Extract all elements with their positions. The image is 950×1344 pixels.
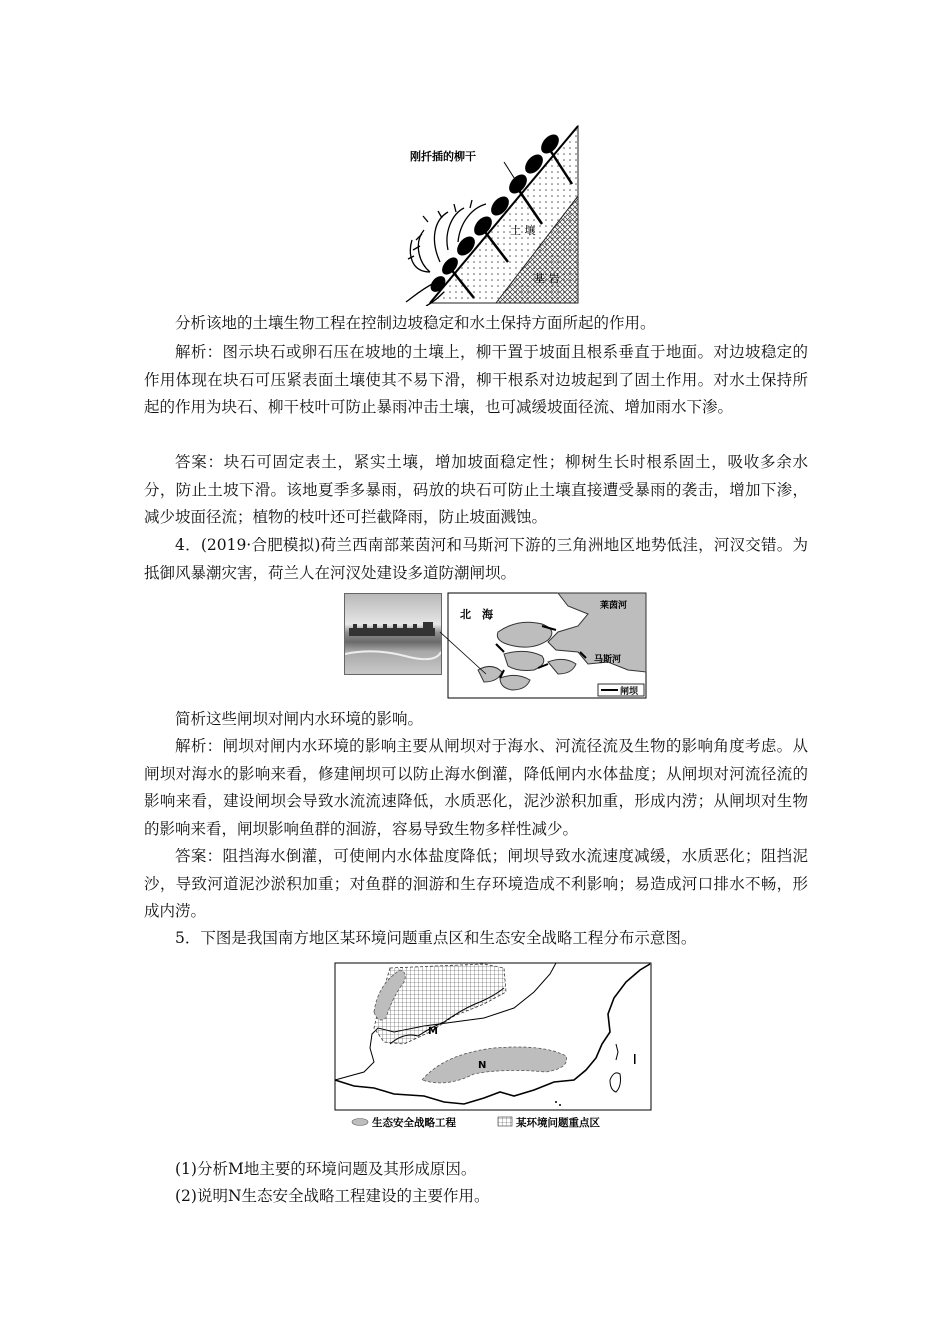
delta-map (438, 592, 648, 700)
legend-eco: 生态安全战略工程 (372, 1117, 456, 1129)
q5-stem: 5．下图是我国南方地区某环境问题重点区和生态安全战略工程分布示意图。 (175, 929, 697, 947)
label-north-sea: 北 海 (460, 608, 493, 621)
q3-prompt: 分析该地的土壤生物工程在控制边坡稳定和水土保持方面所起的作用。 (175, 314, 656, 332)
label-willow: 刚扦插的柳干 (410, 150, 476, 163)
legend-problem: 某环境问题重点区 (516, 1117, 600, 1129)
q5-sub1: (1)分析M地主要的环境问题及其形成原因。 (175, 1160, 477, 1178)
south-china-map (334, 962, 652, 1130)
eco-legend-icon (352, 1119, 368, 1126)
q4-stem: 4．(2019·合肥模拟)荷兰西南部莱茵河和马斯河下游的三角洲地区地势低洼，河汊交错。为抵御风暴潮灾害，荷兰人在河汊处建设多道防潮闸坝。 (144, 536, 808, 582)
q3-answer: 答案：块石可固定表土，紧实土壤，增加坡面稳定性；柳树生长时根系固土，吸收多余水分，防止土坡下滑。该地夏季多暴雨，码放的块石可防止土壤直接遭受暴雨的袭击，增加下渗，减少坡面径流；植物的枝叶还可拦截降雨，防止坡面溅蚀。 (144, 453, 808, 526)
q4-analysis: 解析：闸坝对闸内水环境的影响主要从闸坝对于海水、河流径流及生物的影响角度考虑。从闸坝对海水的影响来看，修建闸坝可以防止海水倒灌，降低闸内水体盐度；从闸坝对河流径流的影响来看，建设闸坝会导致水流流速降低，水质恶化，泥沙淤积加重，形成内涝；从闸坝对生物的影响来看，闸坝影响鱼群的洄游，容易导致生物多样性减少。 (144, 737, 808, 838)
label-rhine: 莱茵河 (600, 601, 628, 611)
q3-analysis: 解析：图示块石或卵石压在坡地的土壤上，柳干置于坡面且根系垂直于地面。对边坡稳定的作用体现在块石可压紧表面土壤使其不易下滑，柳干根系对边坡起到了固土作用。对水土保持所起的作用为块石、柳干枝叶可防止暴雨冲击土壤，也可减缓坡面径流、增加雨水下渗。 (144, 343, 808, 416)
label-m: M (428, 1026, 438, 1037)
label-maas: 马斯河 (594, 655, 622, 665)
legend-dam: 闸坝 (620, 687, 639, 697)
label-n: N (478, 1060, 487, 1071)
q5-sub2: (2)说明N生态安全战略工程建设的主要作用。 (175, 1187, 490, 1205)
dam-photo (344, 593, 442, 675)
label-bedrock: 基 岩 (534, 272, 560, 285)
problem-legend-icon (498, 1117, 512, 1126)
q4-answer: 答案：阻挡海水倒灌，可使闸内水体盐度降低；闸坝导致水流速度减缓，水质恶化；阻挡泥沙，导致河道泥沙淤积加重；对鱼群的洄游和生存环境造成不利影响；易造成河口排水不畅，形成内涝。 (144, 847, 808, 920)
q4-prompt: 简析这些闸坝对闸内水环境的影响。 (175, 710, 424, 728)
slope-willow-diagram (400, 122, 585, 306)
label-soil: 土 壤 (510, 224, 536, 237)
